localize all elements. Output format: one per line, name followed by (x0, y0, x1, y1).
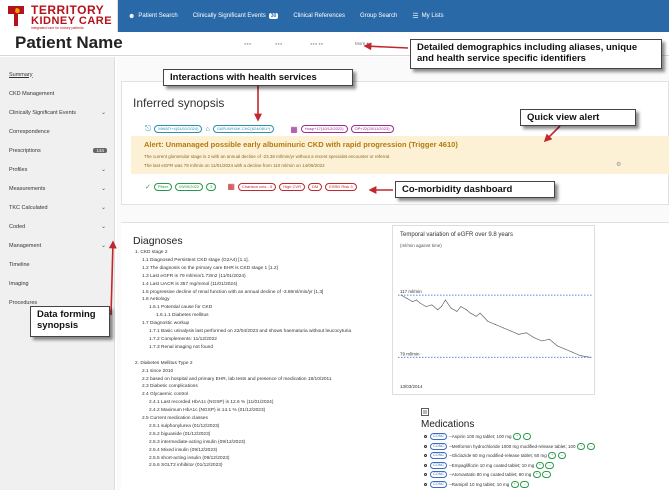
egfr-data-point (518, 334, 519, 335)
diagnosis-line: 2.5.5 short-acting insulin (09/12/2023) (149, 455, 230, 461)
sidebar-item-tkc-calculated[interactable]: TKC Calculated ⌄ (9, 204, 106, 211)
medication-name: –Aspirin 100 mg tablet; 100 mg (449, 434, 512, 439)
inferred-synopsis-title: Inferred synopsis (133, 96, 225, 110)
kidney-logo-icon (4, 4, 28, 28)
sidebar-item-procedures[interactable]: Procedures (9, 299, 38, 306)
sidebar-item-coded[interactable]: Coded ⌄ (9, 223, 106, 230)
egfr-data-point (406, 298, 407, 299)
health-service-interactions (145, 124, 394, 134)
demographics-field: ●●● (244, 41, 252, 46)
conc-chip[interactable]: CONC (430, 443, 447, 450)
list-bullet (424, 435, 427, 438)
egfr-data-point (420, 303, 421, 304)
comorbidity-dashboard (145, 182, 357, 191)
alert-title: Alert: Unmanaged possible early albuminuric CKD with rapid progression (Trigger 4610) (144, 140, 458, 149)
chevron-down-icon: ⌄ (100, 186, 106, 192)
nav-group-search[interactable]: Group Search (360, 13, 398, 19)
medication-name: –Atorvastatin 80 mg coated tablet; 80 mg (449, 472, 532, 477)
conc-chip[interactable]: CONC (430, 452, 447, 459)
syringe-icon: ✓ (145, 183, 151, 191)
egfr-data-point (401, 295, 402, 296)
diagnosis-line: 2.4.1 Last recorded HbA1c (NGSP) is 12.6 % (11/01/2024) (149, 400, 274, 406)
interaction-chip[interactable]: GAPUWIYAK CHC(624/08/1*) (213, 125, 275, 133)
egfr-data-point (412, 301, 413, 302)
egfr-data-point (572, 352, 573, 353)
egfr-data-point (495, 324, 496, 325)
diagnosis-line: 2.5 Current medication classes (142, 416, 208, 421)
diagnosis-line: 2.5.4 Mixed insulin (09/12/2023) (149, 447, 218, 453)
egfr-data-point (590, 357, 591, 358)
start-date-label: 13/03/2014 (400, 384, 423, 389)
medication-action-chip[interactable]: – (587, 443, 595, 450)
brand-logo[interactable] (0, 0, 118, 32)
comorbidity-chip[interactable]: 09/09/2022 (175, 183, 203, 191)
diagnosis-line: 2.2 based on hospital and primary EHR, lab tests and presence of medication 18/10/2011 (142, 376, 332, 382)
chevron-down-icon: ⌄ (100, 243, 106, 249)
chevron-down-icon: ⌄ (100, 224, 106, 230)
egfr-chart-card (392, 225, 595, 395)
diagnosis-line: 2.1 since 2010 (142, 368, 174, 374)
more-menu-button[interactable]: More ▾ (355, 41, 369, 46)
list-bullet (424, 445, 427, 448)
medication-action-chip[interactable]: + (511, 481, 519, 488)
diagnosis-line: 2. Diabetes Mellitus Type 2 (135, 360, 193, 366)
diagnosis-line: 1. CKD stage 2 (135, 250, 168, 255)
conc-chip[interactable]: CONC (430, 471, 447, 478)
sidebar (0, 57, 115, 490)
user-search-icon: ☻ (128, 12, 136, 20)
medication-action-chip[interactable]: + (577, 443, 585, 450)
list-bullet (424, 454, 427, 457)
top-reference-label: 117 ml/min (400, 289, 422, 295)
egfr-data-point (541, 341, 542, 342)
egfr-data-point (460, 306, 461, 307)
medication-action-chip[interactable]: – (523, 433, 531, 440)
network-icon: ⎋ (145, 124, 152, 133)
egfr-data-point (466, 309, 467, 310)
egfr-data-point (431, 305, 432, 306)
bottom-reference-label: 79 ml/min (400, 351, 420, 357)
sidebar-item-timeline[interactable]: Timeline (9, 261, 30, 268)
egfr-data-point (503, 327, 504, 328)
medication-item[interactable] (424, 481, 529, 488)
medication-name: –Ramipril 10 mg tablet; 10 mg (449, 481, 510, 487)
comorbidity-chip[interactable]: ESRD Risk 3 (325, 183, 356, 191)
sidebar-item-prescriptions[interactable]: Prescriptions 134 (0, 141, 115, 160)
egfr-data-point (580, 355, 581, 356)
top-navigation-bar (0, 0, 669, 32)
nav-my-lists[interactable]: ☰ My Lists (412, 13, 444, 20)
patient-name: Patient Name (15, 33, 123, 52)
chevron-down-icon: ⌄ (100, 110, 106, 116)
medication-action-chip[interactable]: – (542, 471, 550, 478)
medication-action-chip[interactable]: + (533, 471, 541, 478)
chart-subtitle: (ml/min against time) (400, 243, 442, 248)
medication-item[interactable] (424, 443, 595, 450)
medication-name: –Empagliflozin 10 mg coated tablet; 10 mg (449, 462, 535, 468)
diagnoses-title: Diagnoses (133, 235, 183, 247)
callout-demographics: Detailed demographics including aliases, unique and health service specific identifiers (410, 39, 662, 69)
egfr-line-chart (398, 274, 593, 394)
list-bullet (424, 483, 427, 486)
medication-action-chip[interactable]: + (536, 462, 544, 469)
egfr-data-point (534, 337, 535, 338)
nav-clinical-references[interactable]: Clinical References (293, 13, 346, 19)
egfr-data-point (445, 300, 446, 301)
demographics-field: ●●● ●● (310, 41, 324, 46)
egfr-data-point (426, 306, 427, 307)
quick-view-alert (131, 136, 669, 174)
callout-quick-view-alert: Quick view alert (520, 109, 636, 126)
sidebar-item-summary[interactable]: Summary (9, 71, 33, 78)
egfr-data-point (416, 300, 417, 301)
calculator-icon: ▦ (227, 182, 235, 191)
medication-name: –Gliclazide 60 mg modified-release tablet; 60 mg (449, 453, 547, 458)
events-count-badge: 30 (270, 13, 277, 19)
diagnosis-line: 2.5.2 biguanide (01/12/2023) (149, 431, 211, 437)
sidebar-item-clinically-significant-events[interactable]: Clinically Significant Events ⌄ (9, 109, 106, 116)
list-bullet (424, 473, 427, 476)
egfr-data-point (451, 308, 452, 309)
conc-chip[interactable]: CONC (430, 462, 447, 469)
diagnosis-line: 2.5.6 SGLT2 inhibitor (01/12/2023) (149, 463, 223, 469)
callout-interactions: Interactions with health services (163, 69, 353, 86)
demographics-field: ●●● (275, 41, 283, 46)
brand-name-line1: TERRITORY (31, 3, 105, 17)
interaction-chip[interactable]: OP+22(20/11/2023) (351, 125, 394, 133)
comorbidity-chip[interactable]: Pfizer (154, 183, 172, 191)
medication-name: –Metformin hydrochloride 1000 mg modified-release tablet; 100 (449, 443, 576, 449)
egfr-data-point (565, 349, 566, 350)
diagnosis-line: 1.7.3 Renal imaging not found (149, 344, 214, 350)
egfr-data-point (476, 316, 477, 317)
list-bullet (424, 464, 427, 467)
egfr-series-line (401, 295, 590, 357)
egfr-data-point (441, 306, 442, 307)
chevron-down-icon: ⌄ (100, 167, 106, 173)
prescriptions-count-badge: 134 (93, 148, 107, 153)
medications-title: Medications (421, 419, 475, 430)
egfr-data-point (470, 313, 471, 314)
chevron-down-icon: ⌄ (100, 205, 106, 211)
alert-line: The current glomerular stage is 2 with an annual decline of -23.38 ml/min/yr without a recent specialist encounter or referral. (144, 154, 391, 159)
egfr-data-point (480, 313, 481, 314)
medication-item[interactable] (424, 462, 554, 469)
chart-title: Temporal variation of eGFR over 9.8 years (400, 232, 514, 238)
sidebar-item-measurements[interactable]: Measurements ⌄ (9, 185, 106, 192)
comorbidity-chip[interactable]: High CVR (279, 183, 305, 191)
diagnosis-line: 1.4 Last UACR is 357 mg/mmol (11/01/2024) (142, 281, 238, 287)
hospital-icon: ▦ (290, 124, 298, 134)
diagnosis-line: 2.5.1 sulphonylurea (01/12/2023) (149, 423, 220, 429)
egfr-data-point (437, 309, 438, 310)
egfr-data-point (487, 321, 488, 322)
diagnosis-line: 1.1 Diagnosed Persistent CKD stage (G2A4) [1.1]. (142, 257, 249, 263)
sidebar-item-profiles[interactable]: Profiles ⌄ (9, 166, 106, 173)
sidebar-item-correspondence[interactable]: Correspondence (9, 128, 50, 135)
comorbidity-chip[interactable]: 3 (206, 183, 216, 191)
conc-chip[interactable]: CONC (430, 433, 447, 440)
diagnosis-line: 2.5.3 intermediate-acting insulin (09/12/2023) (149, 439, 246, 445)
medication-action-chip[interactable]: + (548, 452, 556, 459)
comorbidity-chip[interactable]: Charlson cms - 5 (238, 183, 276, 191)
egfr-data-point (511, 331, 512, 332)
diagnosis-line: 2.4.2 Maximum HbA1c (NGSP) is 14.1 % (01/12/2023) (149, 408, 266, 414)
brand-name-line2: KIDNEY CARE (31, 15, 113, 27)
diagnosis-line: 1.7.2 Complements: 11/12/2022 (149, 336, 217, 342)
list-icon: ☰ (412, 13, 419, 20)
diagnosis-line: 1.7 Diagnostic workup (142, 321, 190, 327)
diagnosis-line: 1.2 The diagnosis on the primary care EHR is CKD stage 1 [1.2] (142, 265, 278, 271)
callout-comorbidity: Co-morbidity dashboard (395, 181, 555, 198)
medication-item[interactable] (424, 471, 551, 478)
sidebar-item-imaging[interactable]: Imaging (9, 280, 29, 287)
callout-data-forming-synopsis: Data forming synopsis (30, 306, 110, 337)
diagnosis-line: 1.3 Last eGFR is 79 ml/min/1.73m2 (11/01/2024) (142, 273, 246, 279)
sidebar-item-ckd-management[interactable]: CKD Management (9, 90, 55, 97)
brand-tagline: integrated care for kidney patients (31, 26, 84, 30)
interaction-chip[interactable]: MWATI+4(01/01/2024) (154, 125, 202, 133)
medication-action-chip[interactable]: – (558, 452, 566, 459)
diagnosis-line: 2.3 Diabetic complications (142, 384, 198, 390)
comorbidity-chip[interactable]: DM (308, 183, 322, 191)
prescription-icon (421, 408, 429, 416)
house-icon: ⌂ (205, 125, 210, 133)
egfr-data-point (457, 311, 458, 312)
diagnosis-line: 1.5 progressive decline of renal function with an annual decline of -3.86ml/min/yr [1.3] (142, 289, 324, 295)
egfr-data-point (526, 332, 527, 333)
sidebar-item-management[interactable]: Management ⌄ (9, 242, 106, 249)
conc-chip[interactable]: CONC (430, 481, 447, 488)
medication-item[interactable] (424, 433, 531, 440)
medication-action-chip[interactable]: – (520, 481, 528, 488)
medication-action-chip[interactable]: + (513, 433, 521, 440)
main-nav (128, 0, 459, 32)
diagnosis-line: 1.6 Aetiology (142, 297, 170, 303)
egfr-data-point (549, 339, 550, 340)
medication-action-chip[interactable]: – (545, 462, 553, 469)
alert-line: The last eGFR was 79 ml/min on 11/01/2024 with a decline from 110 ml/min on 14/09/2022 (144, 163, 325, 168)
interaction-chip[interactable]: Hosp+17(10/12/2022) (301, 125, 348, 133)
nav-patient-search[interactable]: ☻ Patient Search (128, 12, 178, 20)
diagnosis-line: 1.6.1 Potential cause for CKD (149, 305, 213, 311)
diagnosis-line: 1.6.1.1 Diabetes mellitus (156, 313, 209, 319)
diagnosis-line: 1.7.1 Basic urinalysis last performed on 22/04/2023 and shows haematuria without leucocyturia (149, 329, 352, 334)
medication-item[interactable] (424, 452, 566, 459)
gear-icon[interactable]: ⚙ (616, 162, 622, 168)
nav-clinically-significant-events[interactable]: Clinically Significant Events 30 (192, 13, 277, 19)
egfr-data-point (557, 345, 558, 346)
diagnosis-line: 2.4 Glycaemic control (142, 392, 189, 398)
